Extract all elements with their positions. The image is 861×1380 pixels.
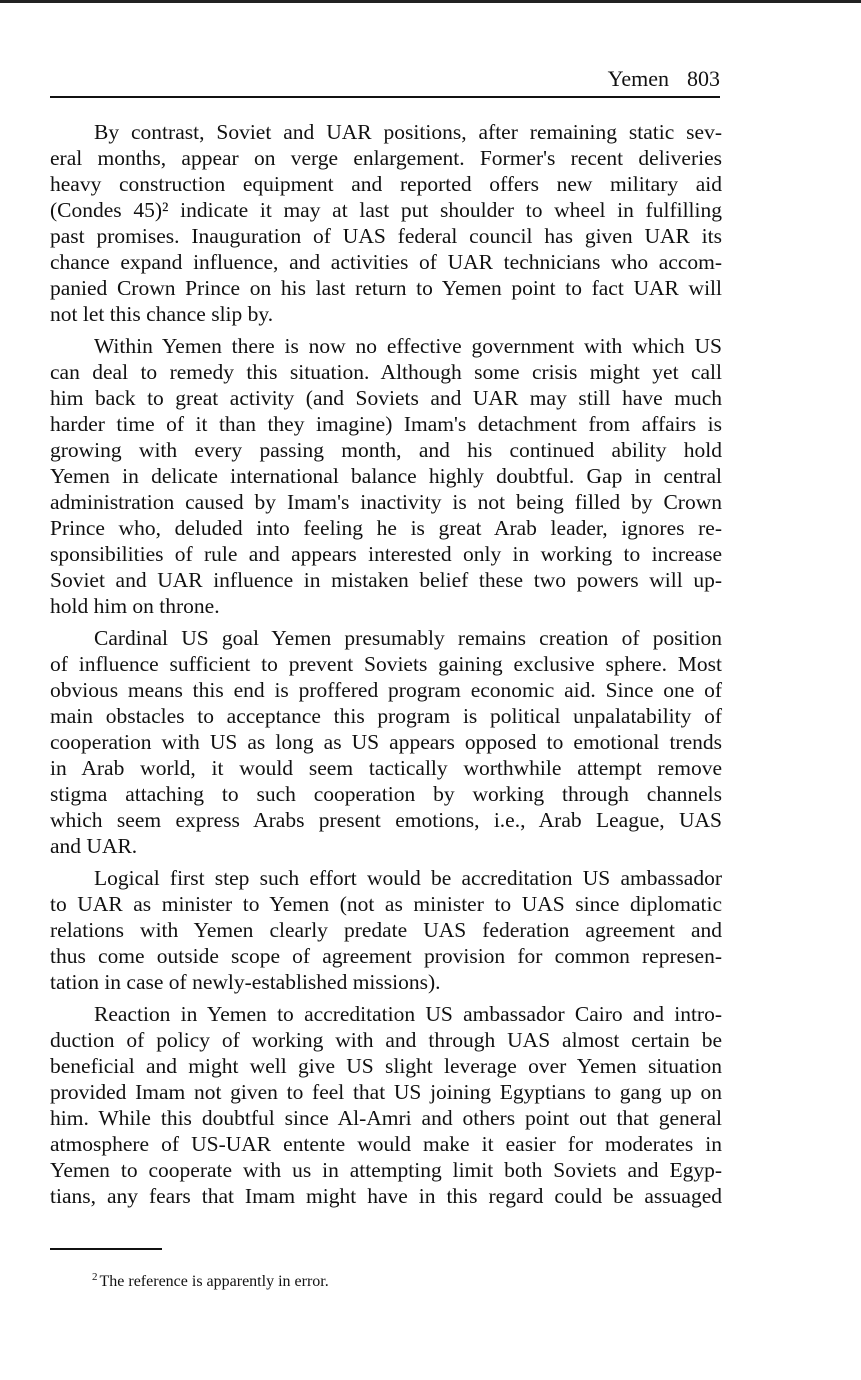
- text-line: Yemen to cooperate with us in attempting limit both Soviets and Egyp-: [50, 1158, 722, 1182]
- text-line: Within Yemen there is now no effective government with which US: [94, 334, 722, 358]
- text-line: and UAR.: [50, 834, 138, 858]
- text-line: him back to great activity (and Soviets and UAR may still have much: [50, 386, 722, 410]
- footnote-rule: [50, 1248, 162, 1250]
- running-head-title: Yemen: [607, 66, 669, 91]
- paragraph: [50, 865, 722, 995]
- text-line: Soviet and UAR influence in mistaken belief these two powers will up-: [50, 568, 722, 592]
- text-line: Prince who, deluded into feeling he is great Arab leader, ignores re-: [50, 516, 722, 540]
- document-body: [50, 119, 722, 1209]
- text-line: cooperation with US as long as US appears opposed to emotional trends: [50, 730, 722, 754]
- text-line: administration caused by Imam's inactivity is not being filled by Crown: [50, 490, 722, 514]
- text-line: thus come outside scope of agreement provision for common represen-: [50, 944, 722, 968]
- text-line: growing with every passing month, and his continued ability hold: [50, 438, 722, 462]
- paragraph: [50, 1001, 722, 1209]
- text-line: of influence sufficient to prevent Soviets gaining exclusive sphere. Most: [50, 652, 722, 676]
- text-line: past promises. Inauguration of UAS federal council has given UAR its: [50, 224, 722, 248]
- header-rule: [50, 96, 720, 98]
- text-line: him. While this doubtful since Al-Amri and others point out that general: [50, 1106, 722, 1130]
- text-line: atmosphere of US-UAR entente would make it easier for moderates in: [50, 1132, 722, 1156]
- footnote-marker: 2: [92, 1271, 98, 1283]
- text-line: tians, any fears that Imam might have in this regard could be assuaged: [50, 1184, 722, 1208]
- text-line: Reaction in Yemen to accreditation US ambassador Cairo and intro-: [94, 1002, 722, 1026]
- page-number: 803: [687, 66, 720, 91]
- text-line: which seem express Arabs present emotions, i.e., Arab League, UAS: [50, 808, 722, 832]
- text-line: hold him on throne.: [50, 594, 220, 618]
- text-line: beneficial and might well give US slight leverage over Yemen situation: [50, 1054, 722, 1078]
- text-line: panied Crown Prince on his last return to Yemen point to fact UAR will: [50, 276, 722, 300]
- paragraph: [50, 333, 722, 619]
- text-line: obvious means this end is proffered program economic aid. Since one of: [50, 678, 722, 702]
- text-line: to UAR as minister to Yemen (not as minister to UAS since diplomatic: [50, 892, 722, 916]
- text-line: chance expand influence, and activities of UAR technicians who accom-: [50, 250, 722, 274]
- text-line: stigma attaching to such cooperation by working through channels: [50, 782, 722, 806]
- text-line: heavy construction equipment and reported offers new military aid: [50, 172, 722, 196]
- footnote-text: The reference is apparently in error.: [99, 1273, 329, 1290]
- text-line: tation in case of newly-established missions).: [50, 970, 441, 994]
- text-line: Yemen in delicate international balance highly doubtful. Gap in central: [50, 464, 722, 488]
- text-line: sponsibilities of rule and appears interested only in working to increase: [50, 542, 722, 566]
- running-head: [50, 64, 720, 94]
- text-line: main obstacles to acceptance this program is political unpalatability of: [50, 704, 722, 728]
- text-line: eral months, appear on verge enlargement. Former's recent deliveries: [50, 146, 722, 170]
- text-line: provided Imam not given to feel that US joining Egyptians to gang up on: [50, 1080, 722, 1104]
- text-line: (Condes 45)² indicate it may at last put shoulder to wheel in fulfilling: [50, 198, 722, 222]
- text-line: harder time of it than they imagine) Imam's detachment from affairs is: [50, 412, 722, 436]
- page-top-edge: [0, 0, 861, 3]
- text-line: can deal to remedy this situation. Although some crisis might yet call: [50, 360, 722, 384]
- text-line: in Arab world, it would seem tactically worthwhile attempt remove: [50, 756, 722, 780]
- paragraph: [50, 119, 722, 327]
- text-line: By contrast, Soviet and UAR positions, after remaining static sev-: [94, 120, 722, 144]
- text-line: duction of policy of working with and through UAS almost certain be: [50, 1028, 722, 1052]
- text-line: Cardinal US goal Yemen presumably remains creation of position: [94, 626, 722, 650]
- text-line: Logical first step such effort would be accreditation US ambassador: [94, 866, 722, 890]
- text-line: not let this chance slip by.: [50, 302, 274, 326]
- text-line: relations with Yemen clearly predate UAS federation agreement and: [50, 918, 722, 942]
- footnote: [92, 1265, 329, 1294]
- paragraph: [50, 625, 722, 859]
